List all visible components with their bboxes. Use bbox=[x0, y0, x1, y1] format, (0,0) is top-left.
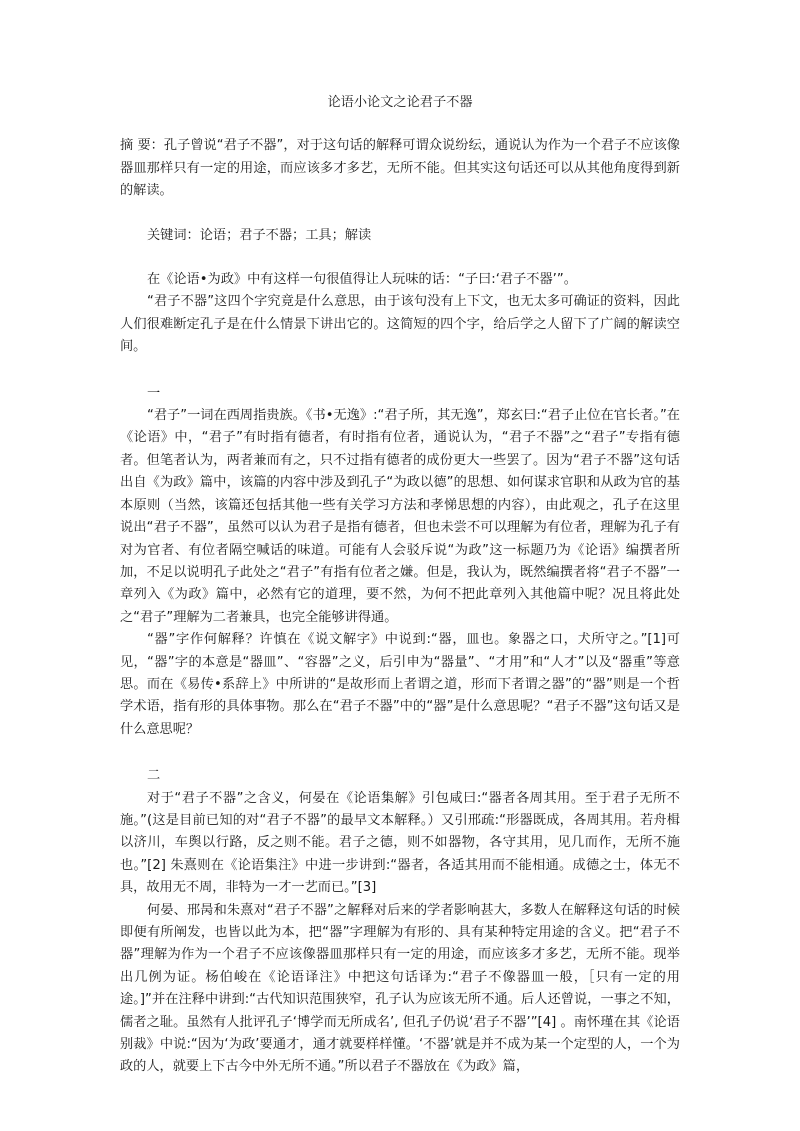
intro-paragraph: 在《论语•为政》中有这样一句很值得让人玩味的话：“子曰:‘君子不器’”。 bbox=[147, 272, 577, 288]
body-paragraph: 何晏、邢昺和朱熹对“君子不器”之解释对后来的学者影响甚大，多数人在解释这句话的时候即便有所阐发，也皆以此为本，把“器”字理解为有形的、具有某种特定用途的含义。把“君子不器”理解为作为一个君子不应该像器皿那样只有一定的用途，而应该多才多艺，无所不能。现举出几例为证。杨伯峻在《论语译注》中把这句话译为:“君子不像器皿一般，［只有一定的用途。]”并在注释中讲到:“古代知识范围狭窄，孔子认为应该无所不通。后人还曾说，一事之不知，儒者之耻。虽然有人批评孔子‘博学而无所成名’, 但孔子仍说‘君子不器’”[4] 。南怀瑾在其《论语别裁》中说:“因为‘为政’要通才，通才就要样样懂。‘不器’就是并不成为某一个定型的人，一个为政的人，就要上下古今中外无所不通。”所以君子不器放在《为政》篇， bbox=[120, 902, 680, 1075]
document-page bbox=[120, 92, 680, 1079]
body-paragraph: 对于“君子不器”之含义，何晏在《论语集解》引包咸曰:“器者各周其用。至于君子无所不施。”(这是目前已知的对“君子不器”的最早文本解释。）又引邢疏:“形器既成，各周其用。若舟楫以济川，车舆以行路，反之则不能。君子之德，则不如器物，各守其用，见几而作，无所不施也。”[2] 朱熹则在《论语集注》中进一步讲到:“器者，各适其用而不能相通。成德之士，体无不具，故用无不周，非特为一才一艺而已。”[3] bbox=[120, 790, 680, 896]
section-heading: 一 bbox=[147, 385, 161, 401]
keywords: 关键词：论语；君子不器；工具；解读 bbox=[147, 227, 372, 243]
section-heading: 二 bbox=[147, 768, 161, 784]
body-paragraph: “器”字作何解释？许慎在《说文解字》中说到:“器，皿也。象器之口，犬所守之。”[1]可见，“器”字的本意是“器皿”、“容器”之义，后引申为“器量”、“才用”和“人才”以及“器重”等意思。而在《易传•系辞上》中所讲的“是故形而上者谓之道，形而下者谓之器”的“器”则是一个哲学术语，指有形的具体事物。那么在“君子不器”中的“器”是什么意思呢？“君子不器”这句话又是什么意思呢？ bbox=[120, 632, 680, 737]
document-title: 论语小论文之论君子不器 bbox=[327, 95, 473, 110]
intro-paragraph: “君子不器”这四个字究竟是什么意思，由于该句没有上下文，也无太多可确证的资料，因此人们很难断定孔子是在什么情景下讲出它的。这简短的四个字，给后学之人留下了广阔的解读空间。 bbox=[120, 294, 680, 355]
abstract: 摘 要：孔子曾说“君子不器”，对于这句话的解释可谓众说纷纭，通说认为作为一个君子不应该像器皿那样只有一定的用途，而应该多才多艺，无所不能。但其实这句话还可以从其他角度得到新的解读。 bbox=[120, 138, 680, 199]
body-paragraph: “君子”一词在西周指贵族。《书•无逸》:“君子所，其无逸”，郑玄曰:“君子止位在官长者。”在《论语》中，“君子”有时指有德者，有时指有位者，通说认为，“君子不器”之“君子”专指有德者。但笔者认为，两者兼而有之，只不过指有德者的成份更大一些罢了。因为“君子不器”这句话出自《为政》篇中，该篇的内容中涉及到孔子“为政以德”的思想、如何谋求官职和从政为官的基本原则（当然，该篇还包括其他一些有关学习方法和孝悌思想的内容），由此观之，孔子在这里说出“君子不器”，虽然可以认为君子是指有德者，但也未尝不可以理解为有位者，理解为孔子有对为官者、有位者隔空喊话的味道。可能有人会驳斥说“为政”这一标题乃为《论语》编撰者所加，不足以说明孔子此处之“君子”有指有位者之嫌。但是，我认为，既然编撰者将“君子不器”一章列入《为政》篇中，必然有它的道理，要不然，为何不把此章列入其他篇中呢？况且将此处之“君子”理解为二者兼具，也完全能够讲得通。 bbox=[120, 408, 680, 625]
